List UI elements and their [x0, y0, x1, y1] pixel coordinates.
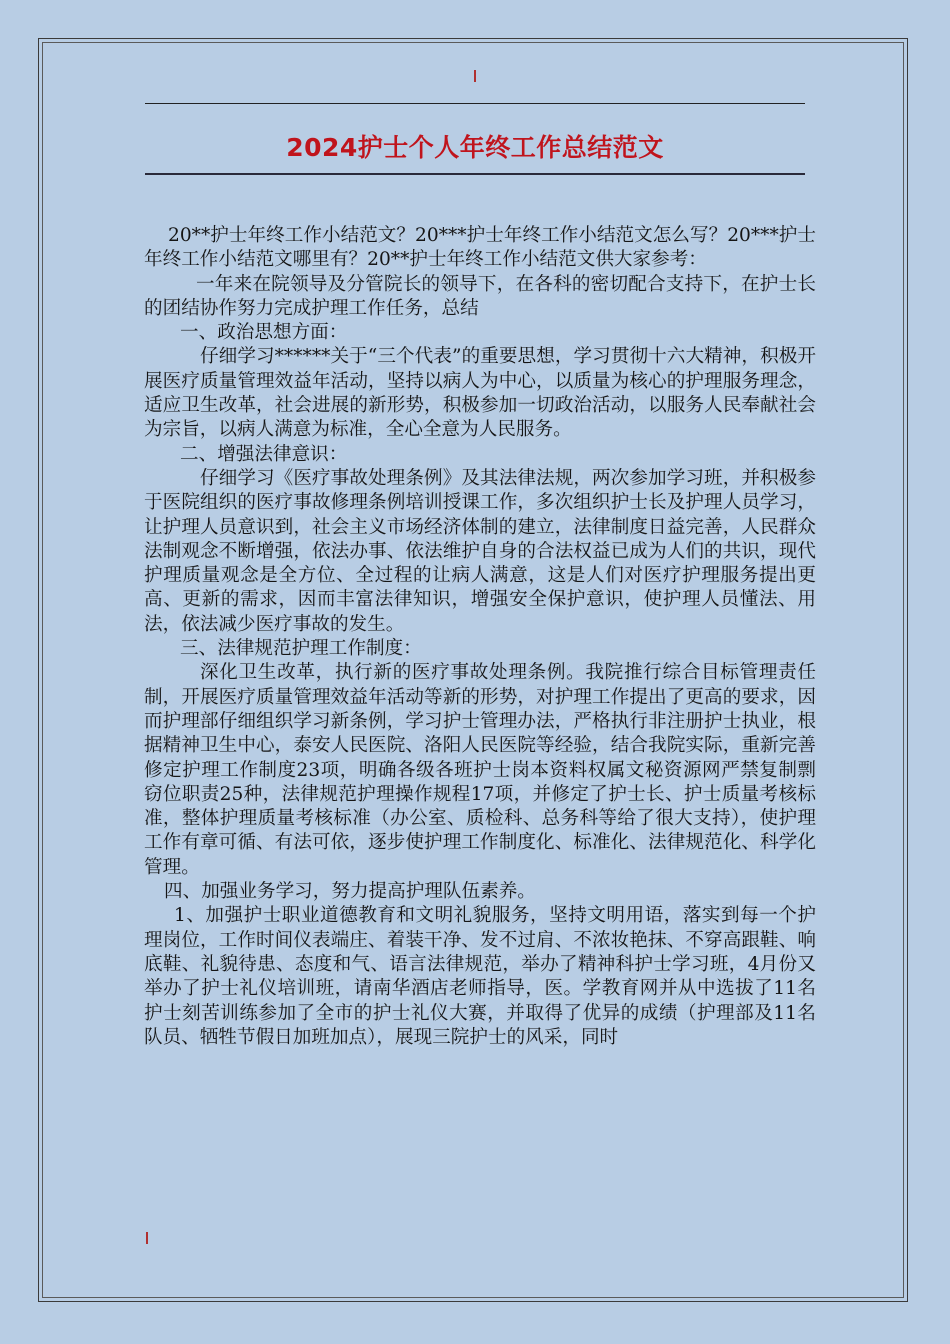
section-body-3: 深化卫生改革，执行新的医疗事故处理条例。我院推行综合目标管理责任制，开展医疗质量管理效益年活动等新的形势，对护理工作提出了更高的要求，因而护理部仔细组织学习新条例，学习护士管理办法，严格执行非注册护士执业，根据精神卫生中心，泰安人民医院、洛阳人民医院等经验，结合我院实际，重新完善修定护理工作制度23项，明确各级各班护士岗本资料权属文秘资源网严禁复制剽窃位职责25种，法律规范护理操作规程17项，并修定了护士长、护士质量考核标准，整体护理质量考核标准（办公室、质检科、总务科等给了很大支持），使护理工作有章可循、有法可依，逐步使护理工作制度化、标准化、法律规范化、科学化管理。 — [144, 662, 816, 878]
bottom-margin-mark — [146, 1232, 148, 1244]
section-body-2: 仔细学习《医疗事故处理条例》及其法律法规，两次参加学习班，并积极参于医院组织的医疗事故修理条例培训授课工作，多次组织护士长及护理人员学习，让护理人员意识到，社会主义市场经济体制的建立，法律制度日益完善，人民群众法制观念不断增强，依法办事、依法维护自身的合法权益已成为人们的共识，现代护理质量观念是全方位、全过程的让病人满意，这是人们对医疗护理服务提出更高、更新的需求，因而丰富法律知识，增强安全保护意识，使护理人员懂法、用法，依法减少医疗事故的发生。 — [144, 467, 816, 635]
section-body-1: 仔细学习******关于“三个代表”的重要思想，学习贯彻十六大精神，积极开展医疗质量管理效益年活动，坚持以病人为中心，以质量为核心的护理服务理念，适应卫生改革，社会进展的新形势，积极参加一切政治活动，以服务人民奉献社会为宗旨，以病人满意为标准，全心全意为人民服务。 — [144, 346, 816, 441]
top-margin-mark — [474, 70, 476, 82]
section-heading-1: 一、政治思想方面： — [180, 322, 348, 344]
intro-paragraph: 20**护士年终工作小结范文？20***护士年终工作小结范文怎么写？20***护士年终工作小结范文哪里有？20**护士年终工作小结范文供大家参考： — [144, 225, 816, 271]
document-title: 2024护士个人年终工作总结范文 — [286, 133, 664, 162]
document-body — [144, 224, 816, 1050]
section-heading-4: 四、加强业务学习，努力提高护理队伍素养。 — [164, 881, 536, 903]
title-underline — [145, 173, 805, 175]
header-rule — [145, 103, 805, 104]
opening-paragraph: 一年来在院领导及分管院长的领导下，在各科的密切配合支持下，在护士长的团结协作努力完成护理工作任务，总结 — [144, 273, 816, 319]
section-body-4-item-1: 1、加强护士职业道德教育和文明礼貌服务，坚持文明用语，落实到每一个护理岗位，工作时间仪表端庄、着装干净、发不过肩、不浓妆艳抹、不穿高跟鞋、响底鞋、礼貌待患、态度和气、语言法律规范，举办了精神科护士学习班，4月份又举办了护士礼仪培训班，请南华酒店老师指导，医。学教育网并从中选拔了11名护士刻苦训练参加了全市的护士礼仪大赛，并取得了优异的成绩（护理部及11名队员、牺牲节假日加班加点），展现三院护士的风采，同时 — [144, 905, 816, 1048]
section-heading-3: 三、法律规范护理工作制度： — [180, 638, 422, 660]
section-heading-2: 二、增强法律意识： — [180, 443, 348, 465]
